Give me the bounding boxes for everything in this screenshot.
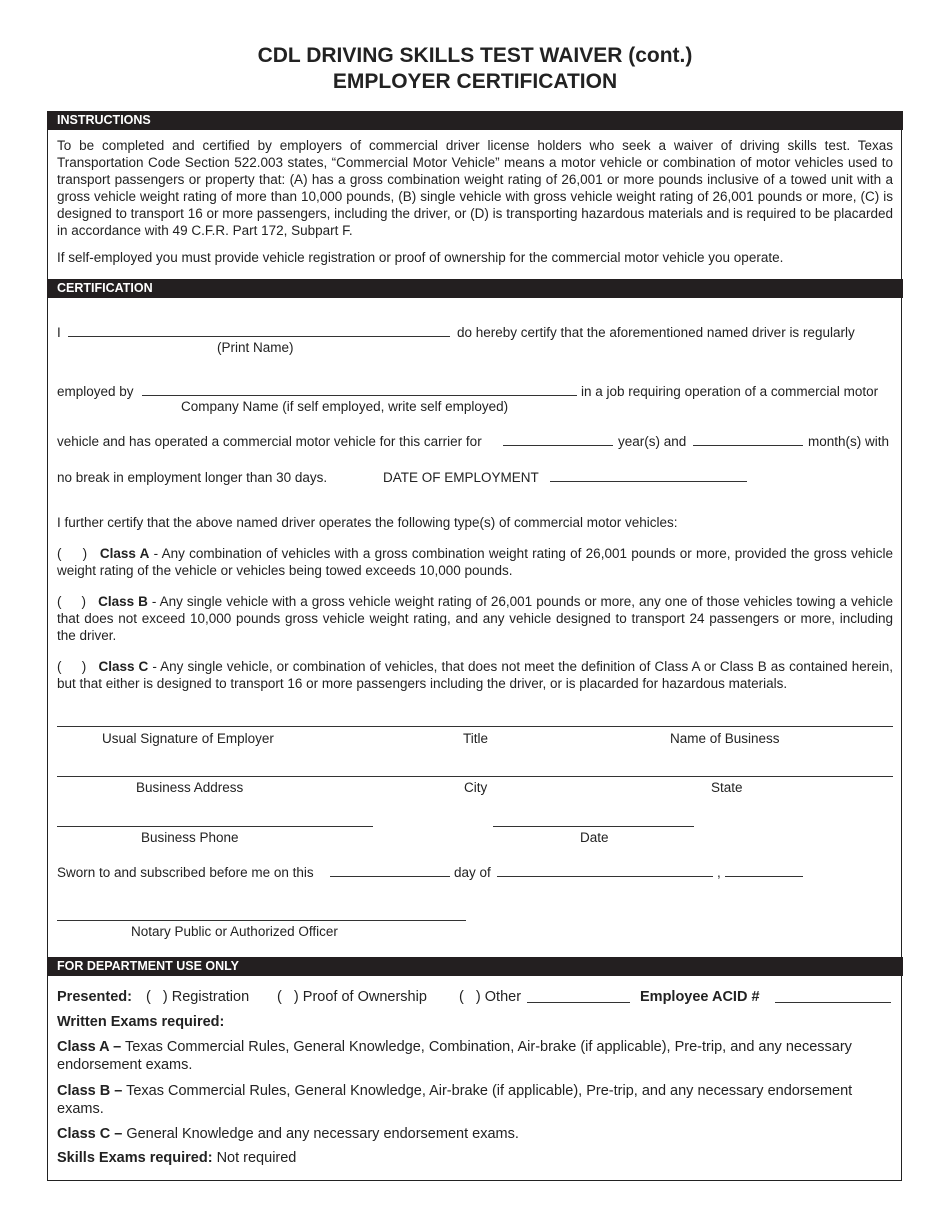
certify-text: do hereby certify that the aforementioned named driver is regularly <box>457 325 855 340</box>
sworn-day-field[interactable] <box>330 876 450 877</box>
sworn-month-field[interactable] <box>497 876 713 877</box>
notary-signature-field[interactable] <box>57 920 466 921</box>
dept-class-b-text: Texas Commercial Rules, General Knowledge, Air-brake (if applicable), Pre-trip, and any necessary endorsement exams. <box>57 1083 853 1117</box>
instructions-paragraph: To be completed and certified by employers of commercial driver license holders who seek a waiver of driving skills test. Texas Transportation Code Section 522.003 states, “Commercial Motor Vehicle” means a motor vehicle or combination of motor vehicles used to transport passengers or property that: (A) has a gross combination weight rating of 26,001 or more pounds inclusive of a towed unit with a gross vehicle weight rating of more than 10,000 pounds, (B) single vehicle with gross vehicle weight rating of 26,001 pounds or more, (C) is designed to transport 16 or more passengers, including the driver, or (D) is transporting hazardous materials and is required to be placarded in accordance with 49 C.F.R. Part 172, Subpart F. <box>57 138 893 238</box>
class-c-description: - Any single vehicle, or combination of vehicles, that does not meet the definition of Class A or Class B as contained herein, but that either is designed to transport 16 or more passengers including the driver, or is placarded for hazardous materials. <box>57 659 893 691</box>
presented-label: Presented: <box>57 989 132 1005</box>
class-a-exams <box>57 1038 857 1074</box>
date-caption: Date <box>580 830 609 845</box>
dept-class-c-label: Class C – <box>57 1126 123 1142</box>
company-name-caption: Company Name (if self employed, write self employed) <box>181 399 509 414</box>
city-caption: City <box>464 780 488 795</box>
written-exams-label: Written Exams required: <box>57 1014 225 1030</box>
further-certify-text: I further certify that the above named driver operates the following type(s) of commercial motor vehicles: <box>57 515 678 530</box>
sworn-year-field[interactable] <box>725 876 803 877</box>
skills-exams-value: Not required <box>212 1150 297 1166</box>
sworn-comma: , <box>717 865 721 880</box>
page-title: CDL DRIVING SKILLS TEST WAIVER (cont.) <box>257 44 693 67</box>
state-caption: State <box>711 780 743 795</box>
class-b-description: - Any single vehicle with a gross vehicle weight rating of 26,001 pounds or more, any one of those vehicles towing a vehicle that does not exceed 10,000 pounds gross vehicle weight rating, and any vehicle designed to transport 24 passengers or more, including the driver. <box>57 594 893 643</box>
signature-caption: Usual Signature of Employer <box>102 731 274 746</box>
other-field[interactable] <box>527 1002 630 1003</box>
class-a-name: Class A <box>99 546 150 561</box>
class-c-checkbox[interactable]: ( ) <box>57 659 87 674</box>
print-name-field[interactable] <box>68 336 450 337</box>
department-heading: FOR DEPARTMENT USE ONLY <box>47 957 903 976</box>
day-of-label: day of <box>454 865 491 880</box>
class-b-option[interactable] <box>57 593 893 644</box>
employee-acid-field[interactable] <box>775 1002 891 1003</box>
business-phone-caption: Business Phone <box>141 830 239 845</box>
months-label: month(s) with <box>808 434 890 449</box>
months-field[interactable] <box>693 445 803 446</box>
sworn-text: Sworn to and subscribed before me on this <box>57 865 314 880</box>
class-b-name: Class B <box>98 594 148 609</box>
name-of-business-caption: Name of Business <box>670 731 780 746</box>
class-c-exams <box>57 1126 519 1143</box>
dept-class-b-label: Class B – <box>57 1083 123 1099</box>
address-row-line[interactable] <box>57 776 893 777</box>
class-c-option[interactable] <box>57 658 893 692</box>
date-of-employment-field[interactable] <box>550 481 747 482</box>
dept-class-c-text: General Knowledge and any necessary endorsement exams. <box>122 1126 519 1142</box>
class-b-exams <box>57 1082 857 1118</box>
certification-heading: CERTIFICATION <box>47 279 903 298</box>
date-of-employment-label: DATE OF EMPLOYMENT <box>383 470 539 485</box>
registration-checkbox[interactable]: ( ) Registration <box>146 989 250 1005</box>
class-c-name: Class C <box>98 659 149 674</box>
print-name-caption: (Print Name) <box>217 340 294 355</box>
other-checkbox[interactable]: ( ) Other <box>459 989 522 1005</box>
job-text: in a job requiring operation of a commercial motor <box>581 384 879 399</box>
employee-acid-label: Employee ACID # <box>640 989 760 1005</box>
company-name-field[interactable] <box>142 395 577 396</box>
page-subtitle: EMPLOYER CERTIFICATION <box>332 70 618 93</box>
business-address-caption: Business Address <box>136 780 244 795</box>
date-field[interactable] <box>493 826 694 827</box>
employed-by-label: employed by <box>57 384 134 399</box>
self-employed-note: If self-employed you must provide vehicle registration or proof of ownership for the commercial motor vehicle you operate. <box>57 250 784 265</box>
proof-of-ownership-checkbox[interactable]: ( ) Proof of Ownership <box>277 989 427 1005</box>
skills-exams <box>57 1150 296 1167</box>
class-a-checkbox[interactable]: ( ) <box>57 546 88 561</box>
years-label: year(s) and <box>618 434 687 449</box>
no-break-text: no break in employment longer than 30 days. <box>57 470 328 485</box>
class-a-option[interactable] <box>57 545 893 579</box>
dept-class-a-label: Class A – <box>57 1039 122 1055</box>
class-b-checkbox[interactable]: ( ) <box>57 594 87 609</box>
years-field[interactable] <box>503 445 613 446</box>
title-caption: Title <box>463 731 489 746</box>
signature-row-line[interactable] <box>57 726 893 727</box>
notary-caption: Notary Public or Authorized Officer <box>131 924 338 939</box>
class-a-description: - Any combination of vehicles with a gross combination weight rating of 26,001 pounds or more, provided the gross vehicle weight rating of the vehicle or vehicles being towed exceeds 10,000 pounds. <box>57 546 893 578</box>
instructions-heading: INSTRUCTIONS <box>47 111 903 130</box>
dept-class-a-text: Texas Commercial Rules, General Knowledge, Combination, Air-brake (if applicable), Pre-trip, and any necessary endorsement exams. <box>57 1039 852 1073</box>
skills-exams-label: Skills Exams required: <box>57 1150 213 1166</box>
business-phone-field[interactable] <box>57 826 373 827</box>
i-label: I <box>57 325 61 340</box>
vehicle-text: vehicle and has operated a commercial motor vehicle for this carrier for <box>57 434 482 449</box>
